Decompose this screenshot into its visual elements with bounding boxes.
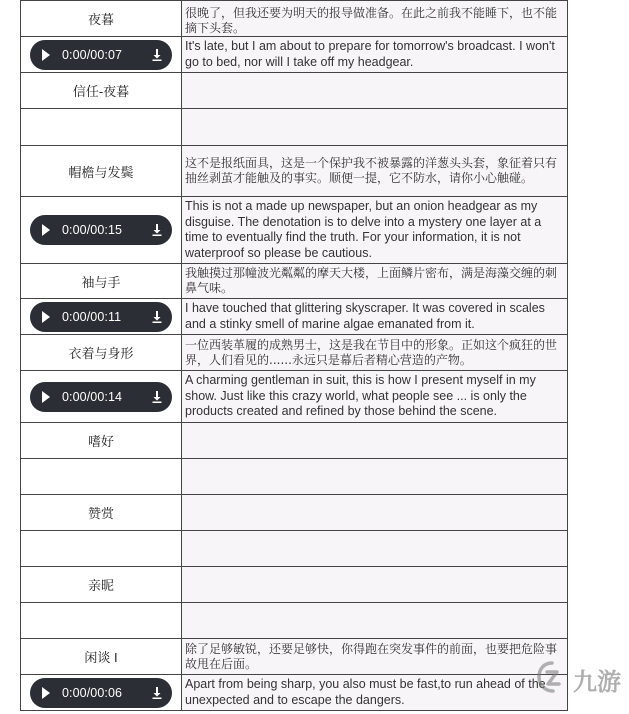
voice-title: 信任-夜暮 <box>21 73 182 109</box>
audio-player[interactable] <box>30 215 172 245</box>
download-icon[interactable] <box>152 391 162 403</box>
download-icon[interactable] <box>152 49 162 61</box>
table-row <box>21 459 568 495</box>
play-icon[interactable] <box>42 49 50 61</box>
voice-text <box>182 603 568 639</box>
audio-time: 0:00/00:11 <box>62 309 122 324</box>
audio-player[interactable] <box>30 382 172 412</box>
table-row <box>21 495 568 531</box>
table-row <box>21 1 568 37</box>
play-icon[interactable] <box>42 311 50 323</box>
table-row <box>21 335 568 371</box>
voice-text: I have touched that glittering skyscraper. It was covered in scales and a stinky smell of marine algae emanated from it. <box>182 299 568 335</box>
audio-player[interactable] <box>30 678 172 708</box>
audio-player[interactable] <box>30 40 172 70</box>
voice-title: 嗜好 <box>21 423 182 459</box>
table-row <box>21 423 568 459</box>
voice-title: 衣着与身形 <box>21 335 182 371</box>
table-row <box>21 264 568 299</box>
table-row <box>21 675 568 711</box>
voice-title: 闲谈 I <box>21 639 182 675</box>
play-icon[interactable] <box>42 391 50 403</box>
audio-player[interactable] <box>30 302 172 332</box>
voice-title: 袖与手 <box>21 264 182 299</box>
audio-cell <box>21 109 182 146</box>
table-row <box>21 567 568 603</box>
audio-cell <box>21 531 182 567</box>
voice-text <box>182 73 568 109</box>
table-row <box>21 531 568 567</box>
voice-title: 夜暮 <box>21 1 182 37</box>
audio-cell <box>21 197 182 264</box>
table-row <box>21 109 568 146</box>
voice-text: A charming gentleman in suit, this is how I present myself in my show. Just like this crazy world, what people see ... is only the products created and refined by those behind the scene. <box>182 371 568 423</box>
voice-text: 这不是报纸面具，这是一个保护我不被暴露的洋葱头头套，象征着只有抽丝剥茧才能触及的事实。顺便一提，它不防水，请你小心触碰。 <box>182 146 568 197</box>
voice-title: 帽檐与发鬓 <box>21 146 182 197</box>
download-icon[interactable] <box>152 311 162 323</box>
table-row <box>21 197 568 264</box>
download-icon[interactable] <box>152 687 162 699</box>
voice-text <box>182 423 568 459</box>
audio-cell <box>21 371 182 423</box>
voice-title: 赞赏 <box>21 495 182 531</box>
audio-time: 0:00/00:14 <box>62 389 123 404</box>
voice-text: It's late, but I am about to prepare for tomorrow's broadcast. I won't go to bed, nor will I take off my headgear. <box>182 37 568 73</box>
audio-time: 0:00/00:06 <box>62 685 123 700</box>
audio-time: 0:00/00:15 <box>62 223 123 237</box>
audio-cell <box>21 459 182 495</box>
voice-lines-table <box>20 0 568 711</box>
voice-text <box>182 495 568 531</box>
voice-text: This is not a made up newspaper, but an onion headgear as my disguise. The denotation is to delve into a mystery one layer at a time to eventually find the truth. For your information, it is not waterproof so please be cautious. <box>182 197 568 264</box>
watermark-text: 九游 <box>573 667 621 696</box>
table-row <box>21 639 568 675</box>
voice-text: 我触摸过那幢波光粼粼的摩天大楼，上面鳞片密布，满是海藻交缠的刺鼻气味。 <box>182 264 568 299</box>
voice-title: 亲昵 <box>21 567 182 603</box>
table-row <box>21 146 568 197</box>
table-row <box>21 37 568 73</box>
voice-text: 除了足够敏锐，还要足够快，你得跑在突发事件的前面，也要把危险事故甩在后面。 <box>182 639 568 675</box>
voice-text: 一位西装革履的成熟男士，这是我在节目中的形象。正如这个疯狂的世界，人们看见的......永远只是幕后者精心营造的产物。 <box>182 335 568 371</box>
table-row <box>21 299 568 335</box>
voice-text <box>182 459 568 495</box>
voice-text <box>182 567 568 603</box>
audio-time: 0:00/00:07 <box>62 47 123 62</box>
voice-text <box>182 109 568 146</box>
table-row <box>21 371 568 423</box>
voice-text: Apart from being sharp, you also must be fast,to run ahead of the unexpected and to escape the dangers. <box>182 675 568 711</box>
audio-cell <box>21 299 182 335</box>
download-icon[interactable] <box>152 224 162 236</box>
table-row <box>21 73 568 109</box>
voice-text: 很晚了，但我还要为明天的报导做准备。在此之前我不能睡下，也不能摘下头套。 <box>182 1 568 37</box>
audio-cell <box>21 37 182 73</box>
audio-cell <box>21 675 182 711</box>
table-row <box>21 603 568 639</box>
play-icon[interactable] <box>42 687 50 699</box>
audio-cell <box>21 603 182 639</box>
voice-text <box>182 531 568 567</box>
play-icon[interactable] <box>42 224 50 236</box>
